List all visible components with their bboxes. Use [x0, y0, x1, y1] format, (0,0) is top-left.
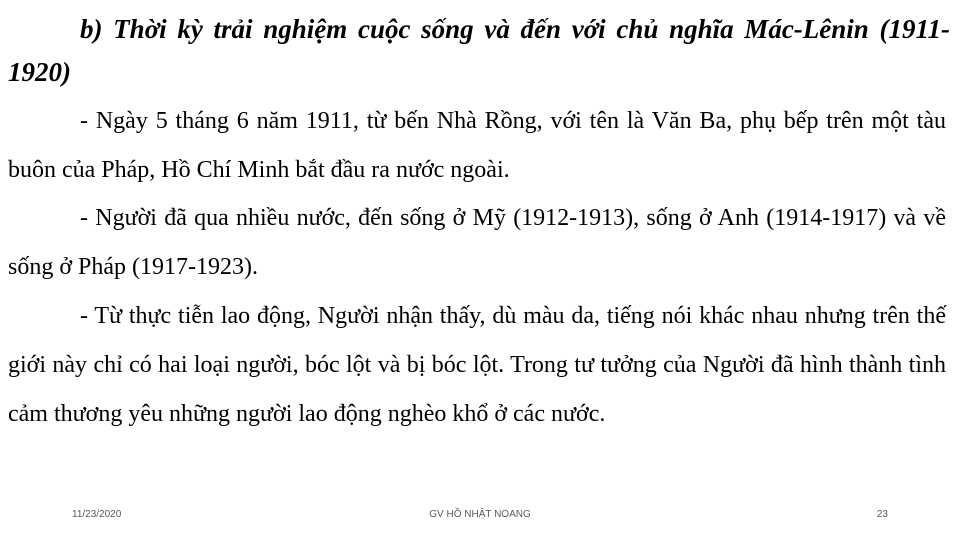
paragraph-departure: - Ngày 5 tháng 6 năm 1911, từ bến Nhà Rồng, với tên là Văn Ba, phụ bếp trên một tàu buôn của Pháp, Hồ Chí Minh bắt đầu ra nước ngoài. [8, 108, 946, 183]
paragraph-realization: - Từ thực tiễn lao động, Người nhận thấy, dù màu da, tiếng nói khác nhau nhưng trên thế giới này chỉ có hai loại người, bóc lột và bị bóc lột. Trong tư tưởng của Người đã hình thành tình cảm thương yêu những người lao động nghèo khổ ở các nước. [8, 303, 946, 427]
footer-date: 11/23/2020 [72, 509, 122, 520]
section-heading: b) Thời kỳ trải nghiệm cuộc sống và đến với chủ nghĩa Mác-Lênin (1911-1920) [8, 14, 950, 87]
footer-page-number: 23 [876, 509, 888, 520]
paragraph-countries: - Người đã qua nhiều nước, đến sống ở Mỹ (1912-1913), sống ở Anh (1914-1917) và về sống ở Pháp (1917-1923). [8, 205, 946, 280]
footer-author: GV HỒ NHẬT NOANG [429, 509, 531, 520]
